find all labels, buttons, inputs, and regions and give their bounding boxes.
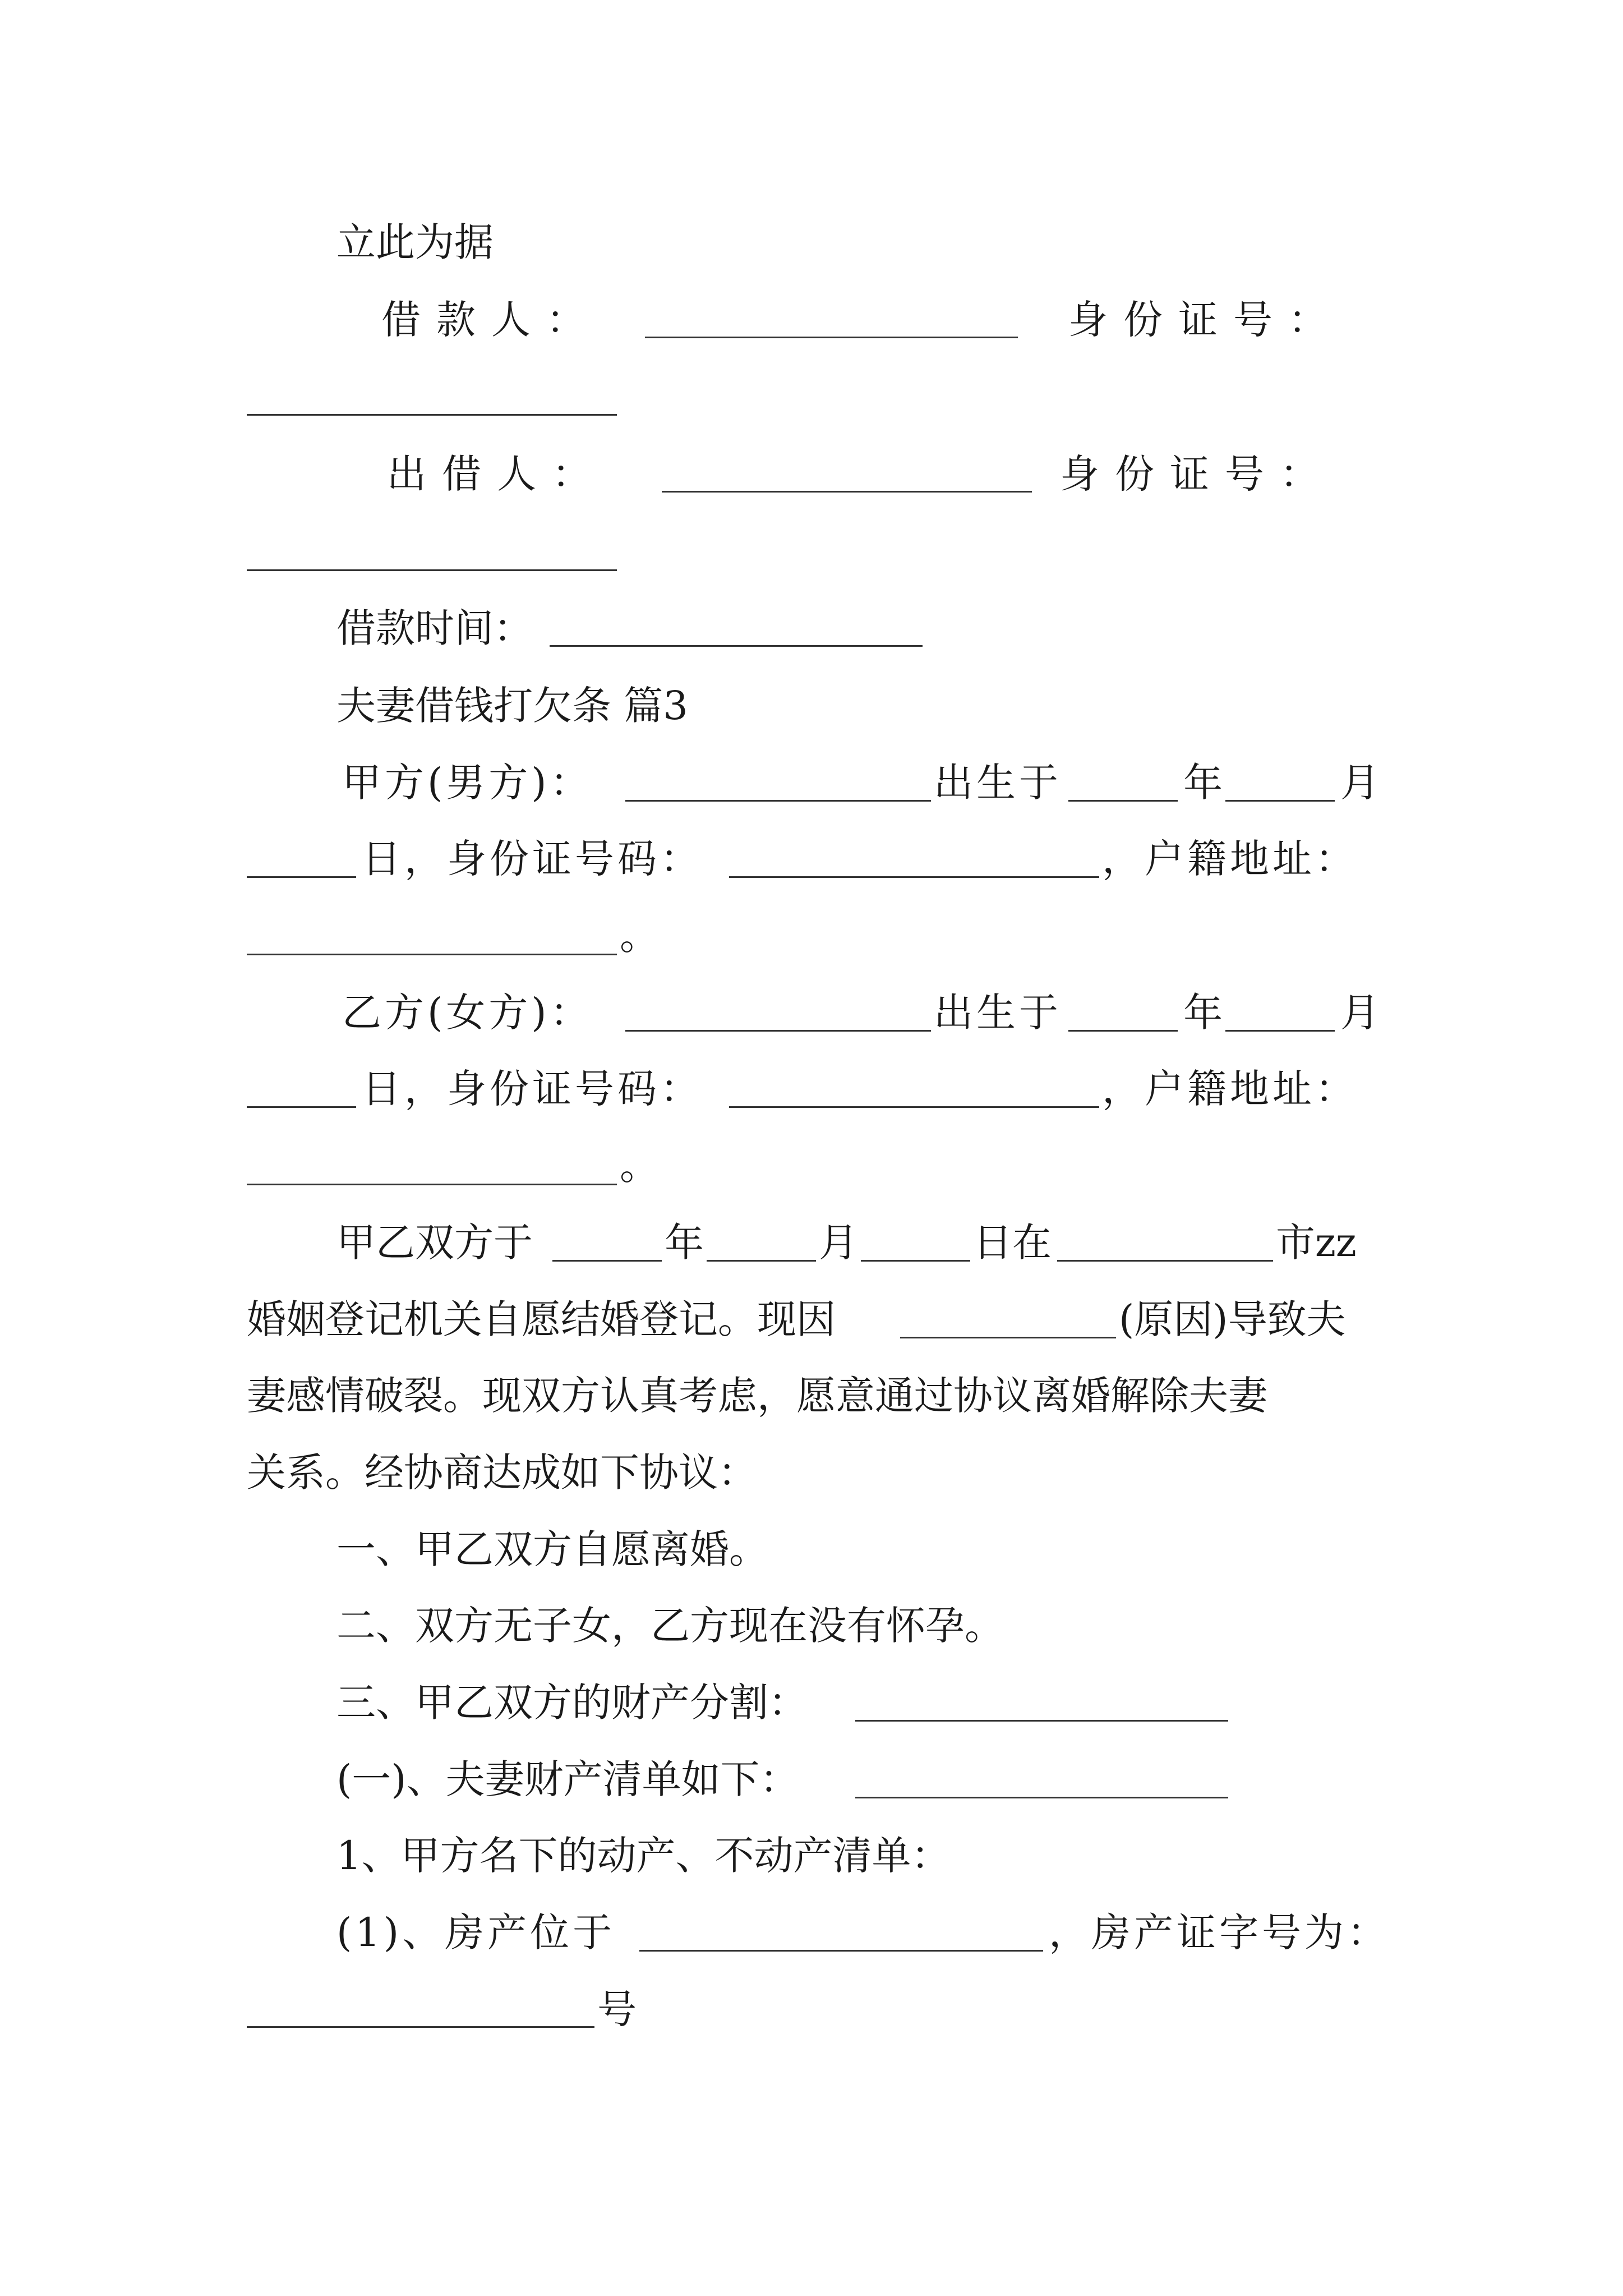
marriage-city-label: 市zz [1276, 1220, 1357, 1266]
line-rupture [247, 1365, 1267, 1427]
line-party-a [342, 752, 593, 813]
party-a-month-label: 月 [1340, 760, 1380, 806]
party-a-id-blank [729, 871, 1099, 878]
lender-id-blank [247, 564, 617, 571]
party-b-label: 乙方(女方)： [342, 990, 593, 1036]
line-relation [247, 1442, 757, 1503]
party-b-year-blank [1068, 1024, 1178, 1032]
line-clause-3 [336, 1672, 808, 1733]
party-a-name-blank [625, 794, 931, 802]
line-marriage-city [1276, 1212, 1357, 1273]
lender-blank [662, 485, 1032, 493]
line-party-a-addr [1102, 828, 1358, 890]
marriage-year-label: 年 [665, 1220, 704, 1266]
party-b-born-label: 出生于 [934, 990, 1062, 1036]
line-party-a-month [1340, 752, 1380, 813]
party-a-label: 甲方(男方)： [342, 760, 593, 806]
party-a-month-blank [1225, 794, 1335, 802]
property-cert-blank [247, 2021, 594, 2028]
asset-list-blank [855, 1791, 1228, 1798]
line-lender [387, 443, 607, 505]
party-b-name-blank [625, 1024, 931, 1032]
borrower-blank [645, 331, 1018, 338]
reason-text: (原因)导致夫 [1119, 1296, 1346, 1342]
party-b-month-label: 月 [1340, 990, 1380, 1036]
party-b-addr-label: ，户籍地址： [1102, 1066, 1358, 1112]
line-party-b-year [1183, 982, 1223, 1043]
line-borrower [381, 289, 601, 351]
line-party-b-addr [1102, 1058, 1358, 1120]
party-b-id-label: 日，身份证号码： [362, 1066, 703, 1112]
property-number-suffix: 号 [597, 1986, 637, 2032]
party-b-id-blank [729, 1101, 1099, 1108]
clause-2-text: 二、双方无子女，乙方现在没有怀孕。 [336, 1603, 1004, 1649]
line-clause-1 [336, 1519, 768, 1580]
asset-list-text: (一)、夫妻财产清单如下： [336, 1756, 799, 1802]
loan-time-label: 借款时间： [336, 605, 533, 651]
party-a-addr-label: ，户籍地址： [1102, 836, 1358, 882]
party-a-year-label: 年 [1183, 760, 1223, 806]
lender-label: 出借人： [387, 451, 607, 497]
marriage-month-blank [707, 1254, 816, 1262]
party-b-addr-blank [247, 1178, 617, 1185]
line-loan-time [336, 597, 533, 659]
borrower-label: 借款人： [381, 297, 601, 343]
rupture-text: 妻感情破裂。现双方认真考虑，愿意通过协议离婚解除夫妻 [247, 1373, 1267, 1419]
line-marriage-month [819, 1212, 858, 1273]
line-lender-id [1060, 443, 1335, 505]
line-marriage-day [973, 1212, 1052, 1273]
line-conclusion [336, 211, 494, 273]
line-party-b [342, 982, 593, 1043]
property-location-blank [639, 1944, 1043, 1952]
clause-3-text: 三、甲乙双方的财产分割： [336, 1680, 808, 1726]
borrower-id-blank [247, 408, 617, 416]
party-a-assets-text: 1、甲方名下的动产、不动产清单： [336, 1833, 951, 1879]
line-party-a-end [620, 905, 659, 967]
party-b-year-label: 年 [1183, 990, 1223, 1036]
line-party-a-born [934, 752, 1062, 813]
party-a-year-blank [1068, 794, 1178, 802]
line-property-number [597, 1978, 637, 2040]
line-reason [1119, 1289, 1346, 1350]
reason-blank [900, 1331, 1116, 1338]
party-a-day-blank [247, 871, 356, 878]
line-clause-2 [336, 1595, 1004, 1657]
party-b-day-blank [247, 1101, 356, 1108]
conclusion-text: 立此为据 [336, 219, 494, 265]
line-property [336, 1902, 615, 1963]
line-borrower-id [1068, 289, 1343, 351]
borrower-id-label: 身份证号： [1068, 297, 1343, 343]
party-b-end-mark: 。 [620, 1143, 659, 1189]
line-party-a-assets [336, 1825, 951, 1887]
line-marriage-year [665, 1212, 704, 1273]
marriage-date-label: 甲乙双方于 [336, 1220, 533, 1266]
line-party-b-born [934, 982, 1062, 1043]
marriage-day-blank [861, 1254, 970, 1262]
line-party-a-id [362, 828, 703, 890]
marriage-year-blank [552, 1254, 662, 1262]
line-property-cert [1049, 1902, 1390, 1963]
line-party-b-end [620, 1135, 659, 1197]
section-heading [336, 675, 688, 737]
line-registration [247, 1289, 836, 1350]
property-label: (1)、房产位于 [336, 1910, 616, 1955]
line-party-b-month [1340, 982, 1380, 1043]
marriage-day-label: 日在 [973, 1220, 1052, 1266]
party-a-addr-blank [247, 948, 617, 955]
line-party-a-year [1183, 752, 1223, 813]
marriage-city-blank [1057, 1254, 1273, 1262]
registration-text: 婚姻登记机关自愿结婚登记。现因 [247, 1296, 836, 1342]
property-cert-label: ，房产证字号为： [1049, 1910, 1390, 1955]
line-party-b-id [362, 1058, 703, 1120]
clause-1-text: 一、甲乙双方自愿离婚。 [336, 1526, 768, 1572]
party-a-id-label: 日，身份证号码： [362, 836, 703, 882]
loan-time-blank [550, 639, 923, 647]
party-a-born-label: 出生于 [934, 760, 1062, 806]
clause-3-blank [855, 1714, 1228, 1722]
line-marriage-date [336, 1212, 533, 1273]
marriage-month-label: 月 [819, 1220, 858, 1266]
section-heading-text: 夫妻借钱打欠条 篇3 [336, 683, 688, 729]
party-b-month-blank [1225, 1024, 1335, 1032]
line-asset-list [336, 1749, 799, 1810]
relation-text: 关系。经协商达成如下协议： [247, 1450, 757, 1496]
party-a-end-mark: 。 [620, 913, 659, 959]
lender-id-label: 身份证号： [1060, 451, 1335, 497]
